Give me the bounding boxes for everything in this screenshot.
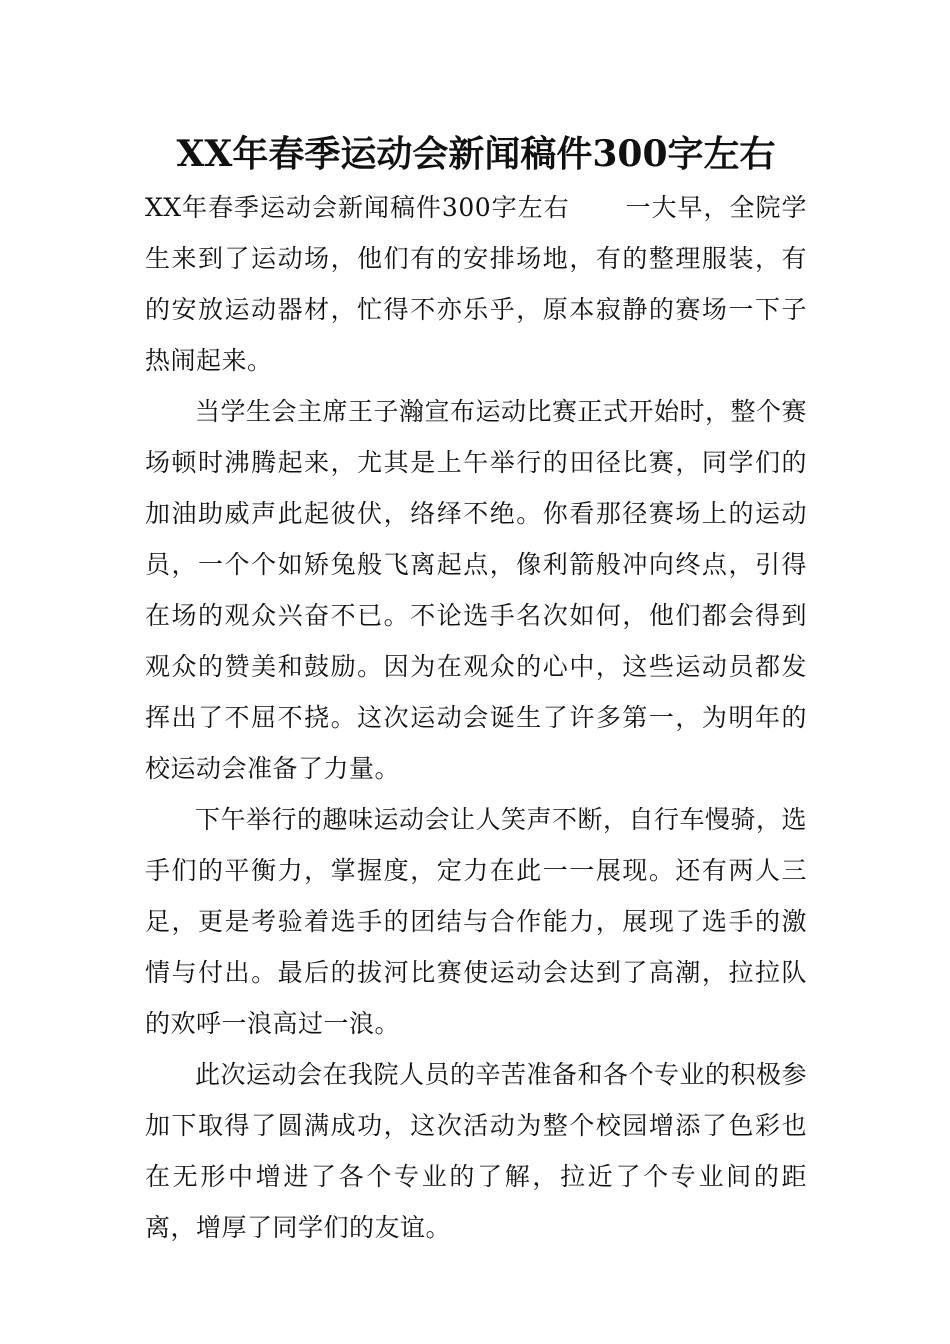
paragraph-2: 当学生会主席王子瀚宣布运动比赛正式开始时，整个赛场顿时沸腾起来，尤其是上午举行的田径比赛，同学们的加油助威声此起彼伏，络绎不绝。你看那径赛场上的运动员，一个个如矫兔般飞离起点，像利箭般冲向终点，引得在场的观众兴奋不已。不论选手名次如何，他们都会得到观众的赞美和鼓励。因为在观众的心中，这些运动员都发挥出了不屈不挠。这次运动会诞生了许多第一，为明年的校运动会准备了力量。 [145,397,808,783]
document-page [145,126,807,1253]
intro-title: XX年春季运动会新闻稿件300字左右 [145,193,570,222]
paragraph-3: 下午举行的趣味运动会让人笑声不断，自行车慢骑，选手们的平衡力，掌握度，定力在此一一展现。还有两人三足，更是考验着选手的团结与合作能力，展现了选手的激情与付出。最后的拔河比赛使运动会达到了高潮，拉拉队的欢呼一浪高过一浪。 [145,805,808,1038]
document-title: XX年春季运动会新闻稿件300字左右 [176,133,776,175]
paragraph-4: 此次运动会在我院人员的辛苦准备和各个专业的积极参加下取得了圆满成功，这次活动为整个校园增添了色彩也在无形中增进了各个专业的了解，拉近了个专业间的距离，增厚了同学们的友谊。 [145,1060,808,1242]
paragraph-1 [145,182,807,386]
paragraph-1-text: 一大早，全院学生来到了运动场，他们有的安排场地，有的整理服装，有的安放运动器材，忙得不亦乐乎，原本寂静的赛场一下子热闹起来。 [145,193,807,375]
